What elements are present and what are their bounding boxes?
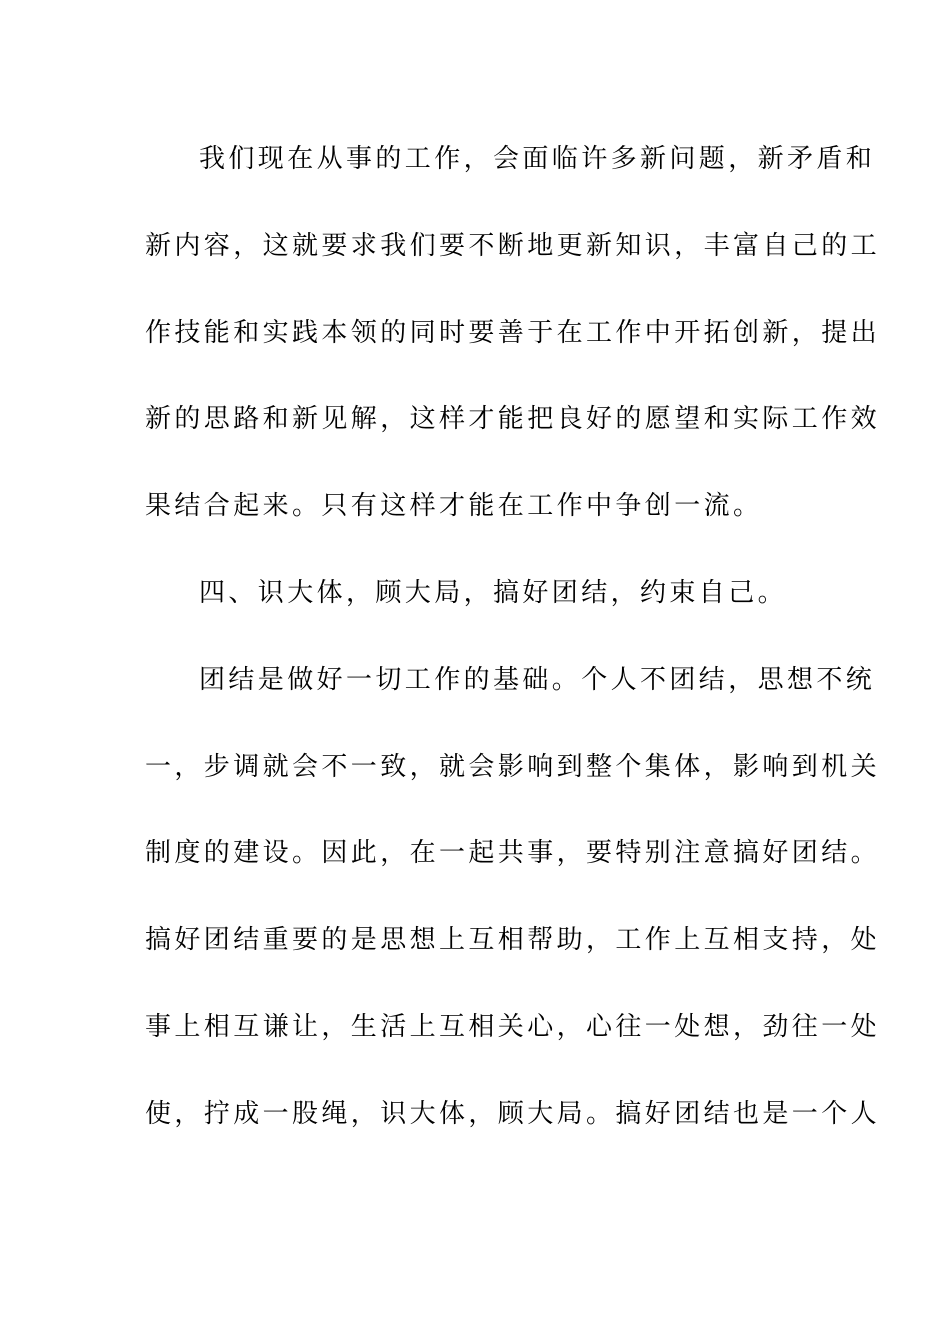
text-line: 事上相互谦让，生活上互相关心，心往一处想，劲往一处 xyxy=(145,1011,881,1042)
text-line: 搞好团结重要的是思想上互相帮助，工作上互相支持，处 xyxy=(145,925,881,956)
text-line: 作技能和实践本领的同时要善于在工作中开拓创新，提出 xyxy=(145,317,881,348)
text-line: 制度的建设。因此，在一起共事，要特别注意搞好团结。 xyxy=(145,838,881,869)
text-line: 新内容，这就要求我们要不断地更新知识，丰富自己的工 xyxy=(145,230,881,261)
text-line: 我们现在从事的工作，会面临许多新问题，新矛盾和 xyxy=(199,144,876,174)
section-heading: 四、识大体，顾大局，搞好团结，约束自己。 xyxy=(199,577,788,608)
text-line: 新的思路和新见解，这样才能把良好的愿望和实际工作效 xyxy=(145,404,881,435)
text-line: 果结合起来。只有这样才能在工作中争创一流。 xyxy=(145,491,763,522)
text-line: 使，拧成一股绳，识大体，顾大局。搞好团结也是一个人 xyxy=(145,1098,881,1129)
body-text xyxy=(145,138,881,1180)
text-line: 一，步调就会不一致，就会影响到整个集体，影响到机关 xyxy=(145,751,881,782)
text-line: 团结是做好一切工作的基础。个人不团结，思想不统 xyxy=(199,664,876,695)
